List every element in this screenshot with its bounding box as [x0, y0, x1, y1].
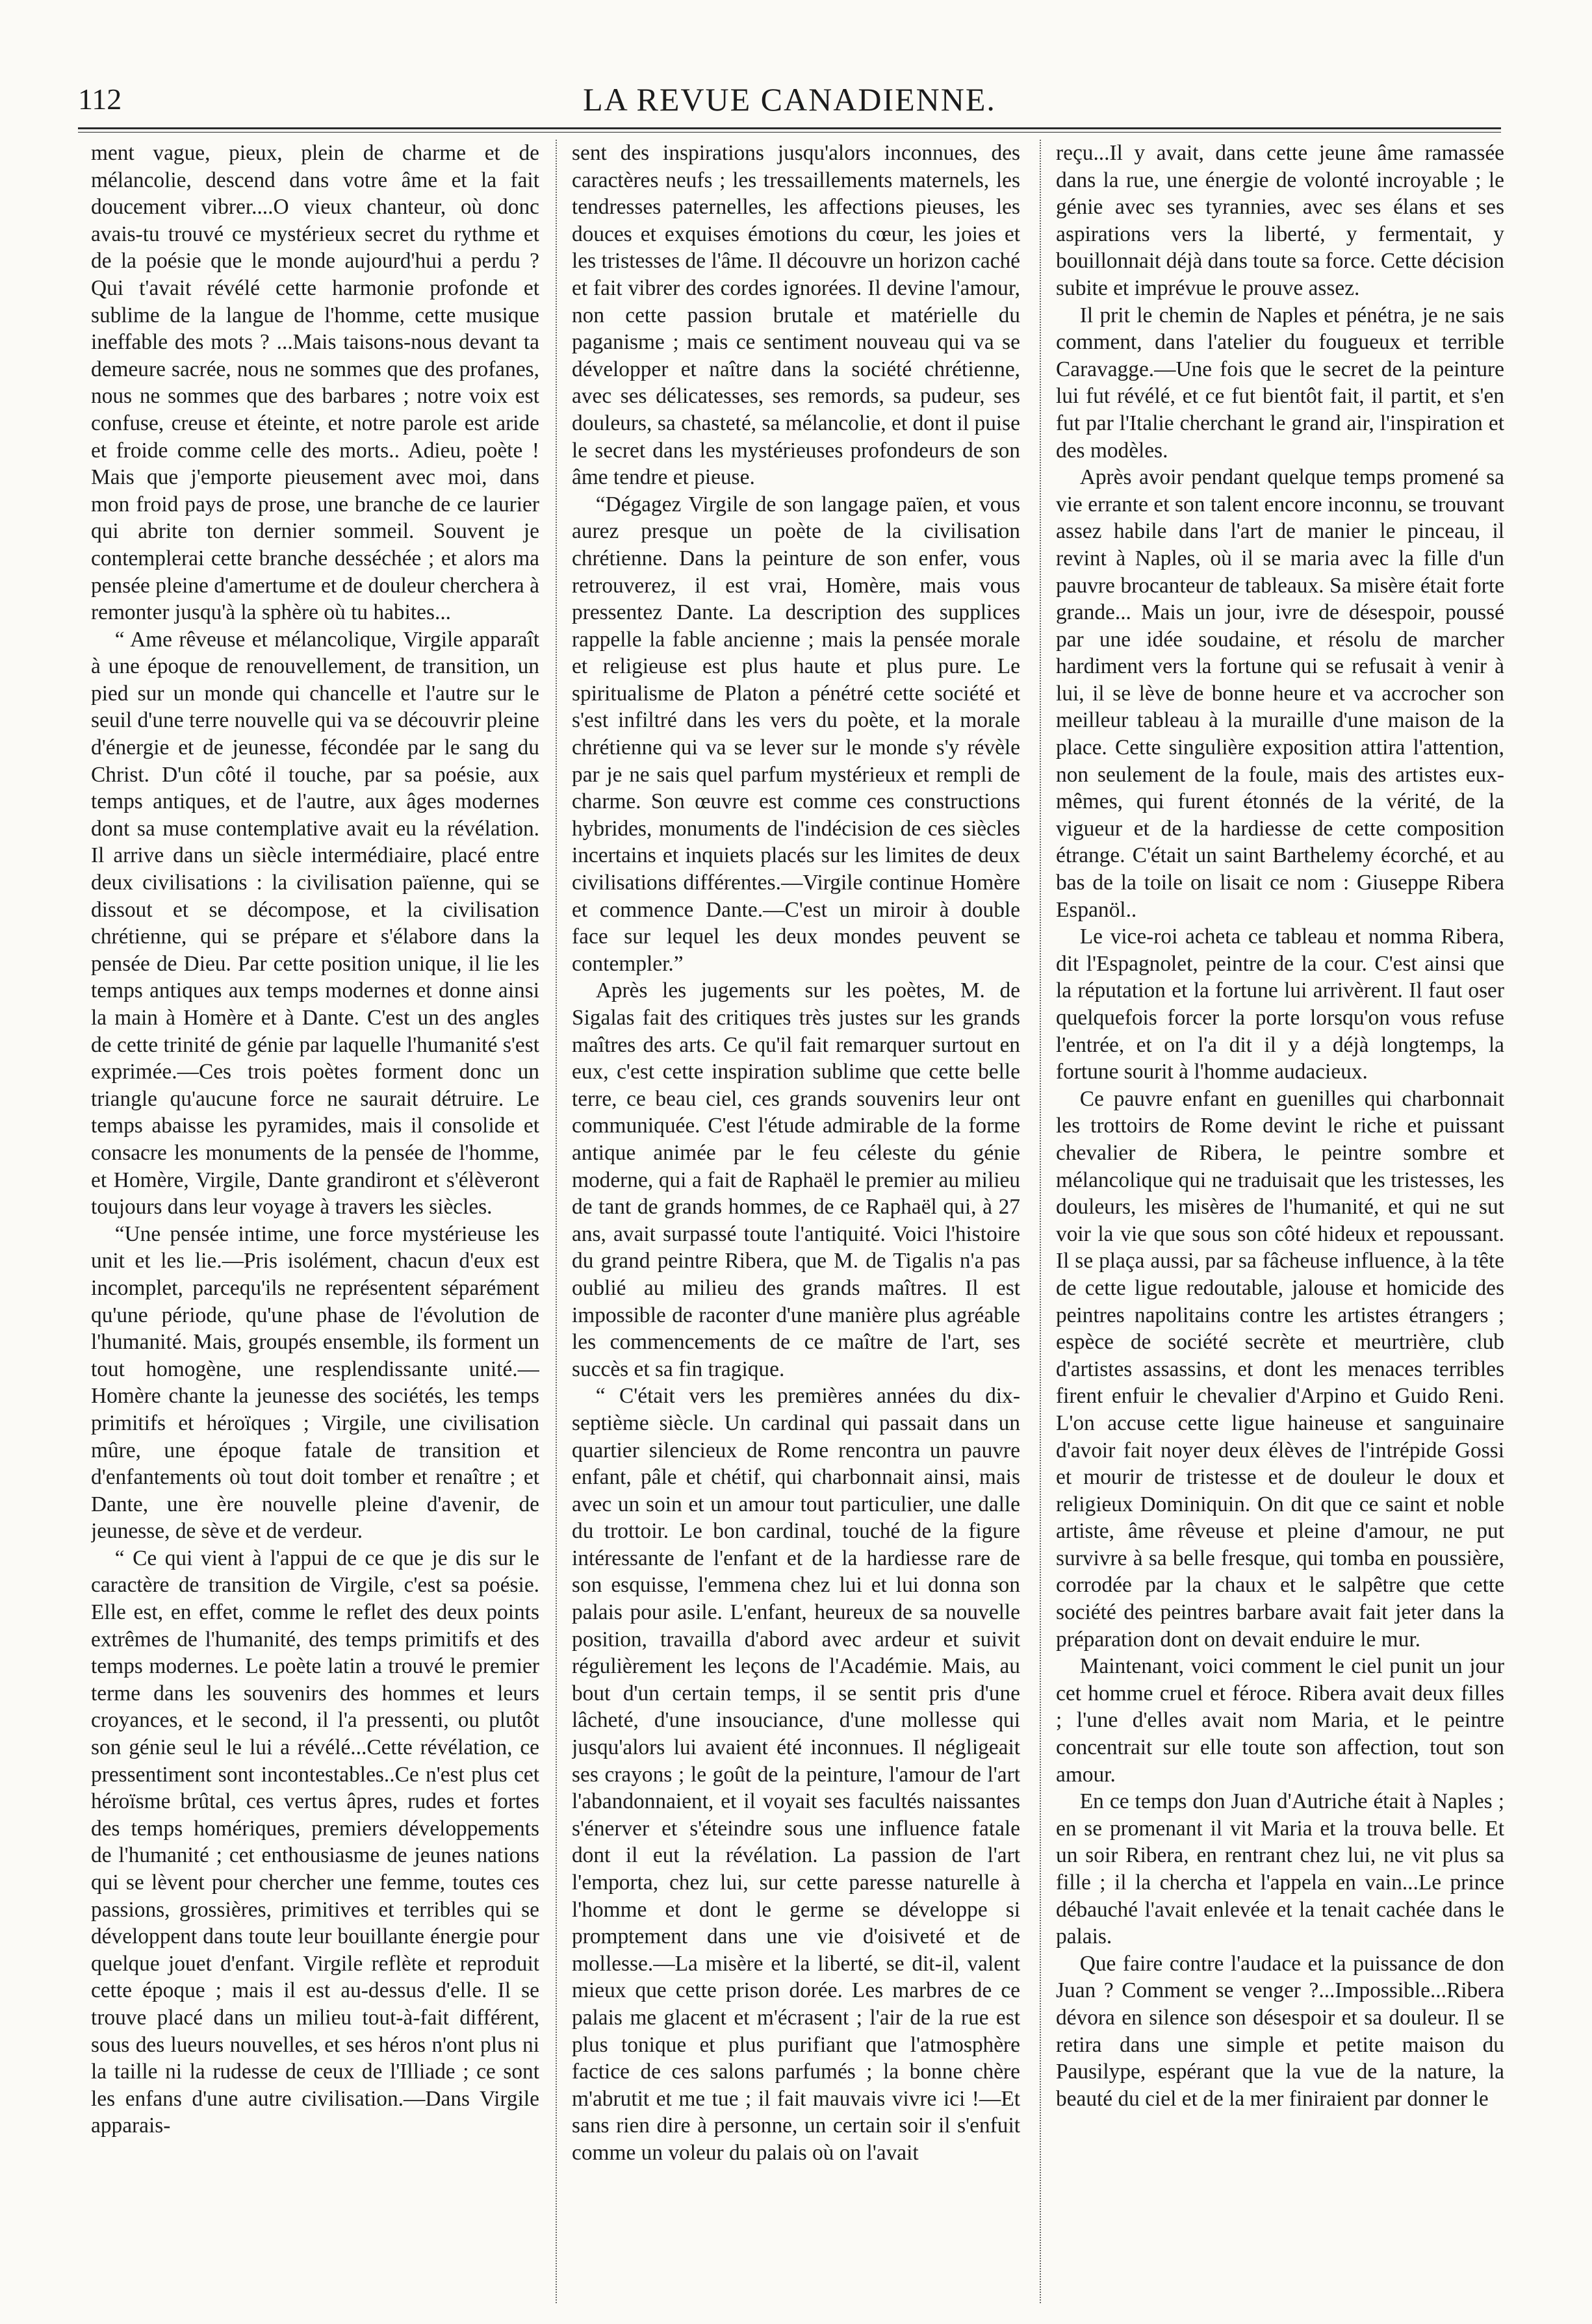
paragraph: “Une pensée intime, une force mystérieuse les unit et les lie.—Pris isolément, chacun d'eux est incomplet, parcequ'ils ne représentent séparément qu'une période, qu'une phase de l'évolution de l'humanité. Mais, groupés ensemble, ils forment un tout homogène, une resplendissante unité.—Homère chante la jeunesse des sociétés, les temps primitifs et héroïques ; Virgile, une civilisation mûre, une époque fatale de transition et d'enfantements où tout doit tomber et renaître ; et Dante, une ère nouvelle pleine d'avenir, de jeunesse, de sève et de verdeur. — [91, 1221, 539, 1544]
page-header — [78, 77, 1501, 122]
column-separator — [1040, 140, 1041, 2303]
paragraph: Le vice-roi acheta ce tableau et nomma Ribera, dit l'Espagnolet, peintre de la cour. C'est ainsi que la réputation et la fortune lui arrivèrent. Il faut oser quelquefois forcer la porte lorsqu'on vous refuse l'entrée, et on l'a dit il y a déjà longtemps, la fortune sourit à l'homme audacieux. — [1056, 925, 1504, 1084]
text-column-3 — [1056, 140, 1504, 2310]
running-title: LA REVUE CANADIENNE. — [583, 81, 996, 118]
paragraph: En ce temps don Juan d'Autriche était à Naples ; en se promenant il vit Maria et la trouva belle. Et un soir Ribera, en rentrant chez lui, ne vit plus sa fille ; il la chercha et l'appela en vain...Le prince débauché l'avait enlevée et la tenait cachée dans le palais. — [1056, 1789, 1504, 1949]
paragraph: Ce pauvre enfant en guenilles qui charbonnait les trottoirs de Rome devint le riche et puissant chevalier de Ribera, le peintre sombre et mélancolique qui ne traduisait que les tristesses, les douleurs, les misères de l'humanité, et qui ne sut voir la vie que sous son côté hideux et repoussant. Il se plaça aussi, par sa fâcheuse influence, à la tête de cette ligue redoutable, jalouse et homicide des peintres napolitains contre les artistes étrangers ; espèce de société secrète et meurtrière, club d'artistes assassins, et dont les menaces terribles firent enfuir le chevalier d'Arpino et Guido Reni. L'on accuse cette ligue haineuse et sanguinaire d'avoir fait noyer deux élèves de l'intrépide Gossi et mourir de tristesse et de douleur le doux et religieux Dominiquin. On dit que ce saint et noble artiste, âme rêveuse et pleine d'amour, ne put survivre à sa belle fresque, qui tomba en poussière, corrodée par la chaux et le salpêtre que cette société des peintres barbare avait fait jeter dans la préparation dont on devait enduire le mur. — [1056, 1086, 1504, 1652]
paragraph: Que faire contre l'audace et la puissance de don Juan ? Comment se venger ?...Impossible...Ribera dévora en silence son désespoir et sa douleur. Il se retira dans une simple et petite maison du Pausilype, espérant que la vue de la nature, la beauté du ciel et de la mer finiraient par donner le — [1056, 1951, 1504, 2111]
paragraph: “ C'était vers les premières années du dix-septième siècle. Un cardinal qui passait dans un quartier silencieux de Rome rencontra un pauvre enfant, pâle et chétif, qui charbonnait ainsi, mais avec un soin et un amour tout particulier, une dalle du trottoir. Le bon cardinal, touché de la figure intéressante de l'enfant et de la hardiesse rare de son esquisse, l'emmena chez lui et lui donna son palais pour asile. L'enfant, heureux de sa nouvelle position, travailla d'abord avec ardeur et suivit régulièrement les leçons de l'Académie. Mais, au bout d'un certain temps, il se sentit pris d'une lâcheté, d'une insouciance, d'une mollesse qui jusqu'alors lui avaient été inconnues. Il négligeait ses crayons ; le goût de la peinture, l'amour de l'art l'abandonnaient, et il voyait ses facultés naissantes s'énerver et s'éteindre sous une influence fatale dont il eut la révélation. La passion de l'art l'emporta, chez lui, sur cette paresse naturelle à l'homme et dont le germe se développe si promptement dans une vie d'oisiveté et de mollesse.—La misère et la liberté, se dit-il, valent mieux que cette prison dorée. Les marbres de ce palais me glacent et m'écrasent ; l'air de la rue est plus tonique et plus purifiant que l'atmosphère factice de ces salons parfumés ; la bonne chère m'abrutit et me tue ; il fait mauvais vivre ici !—Et sans rien dire à personne, un certain soir il s'enfuit comme un voleur du palais où on l'avait — [572, 1384, 1020, 2165]
column-separator — [556, 140, 557, 2303]
paragraph: Après avoir pendant quelque temps promené sa vie errante et son talent encore inconnu, se trouvant assez habile dans l'art de manier le pinceau, il revint à Naples, où il se maria avec la fille d'un pauvre brocanteur de tableaux. Sa misère était forte grande... Mais un jour, ivre de désespoir, poussé par une idée soudaine, et résolu de marcher hardiment vers la fortune qui se refusait à venir à lui, il se lève de bonne heure et va accrocher son meilleur tableau à la muraille d'une maison de la place. Cette singulière exposition attira l'attention, non seulement de la foule, mais des artistes eux-mêmes, qui furent étonnés de la vérité, de la vigueur et de la hardiesse de cette composition étrange. C'était un saint Barthelemy écorché, et au bas de la toile on lisait ce nom : Giuseppe Ribera Espanöl.. — [1056, 465, 1504, 922]
paragraph: sent des inspirations jusqu'alors inconnues, des caractères neufs ; les tressaillements maternels, les tendresses paternelles, les affections pieuses, les douces et exquises émotions du cœur, les joies et les tristesses de l'âme. Il découvre un horizon caché et fait vibrer des cordes ignorées. Il devine l'amour, non cette passion brutale et matérielle du paganisme ; mais ce sentiment nouveau qui va se développer et naître dans la société chrétienne, avec ses délicatesses, ses remords, sa pudeur, ses douleurs, sa chasteté, sa mélancolie, et dont il puise le secret dans les mystérieuses profondeurs de son âme tendre et pieuse. — [572, 141, 1020, 490]
header-rule — [78, 127, 1501, 133]
page-number: 112 — [78, 83, 122, 116]
paragraph: Après les jugements sur les poètes, M. de Sigalas fait des critiques très justes sur les grands maîtres des arts. Ce qu'il fait remarquer surtout en eux, c'est cette inspiration sublime que cette belle terre, ce beau ciel, ces grands souvenirs leur ont communiquée. C'est l'étude admirable de la forme antique animée par le feu céleste du génie moderne, qui a fait de Raphaël le premier au milieu de tant de grands hommes, de ce Raphaël qui, à 27 ans, avait surpassé toute l'antiquité. Voici l'histoire du grand peintre Ribera, que M. de Tigalis n'a pas oublié au milieu des grands maîtres. Il est impossible de raconter d'une manière plus agréable les commencements de ce maître de l'art, ses succès et sa fin tragique. — [572, 978, 1020, 1381]
paragraph: Maintenant, voici comment le ciel punit un jour cet homme cruel et féroce. Ribera avait deux filles ; l'une d'elles avait nom Maria, et le peintre concentrait sur elle toute son affection, tout son amour. — [1056, 1654, 1504, 1787]
paragraph: Il prit le chemin de Naples et pénétra, je ne sais comment, dans l'atelier du fougueux et terrible Caravagge.—Une fois que le secret de la peinture lui fut révélé, et ce fut bientôt fait, il partit, et s'en fut par l'Italie cherchant le grand air, l'inspiration et des modèles. — [1056, 303, 1504, 463]
text-column-2 — [572, 140, 1020, 2310]
paragraph: reçu...Il y avait, dans cette jeune âme ramassée dans la rue, une énergie de volonté incroyable ; le génie avec ses tyrannies, avec ses élans et ses aspirations vers la liberté, y fermentait, y bouillonnait déjà dans toute sa force. Cette décision subite et imprévue le prouve assez. — [1056, 141, 1504, 300]
paragraph: “Dégagez Virgile de son langage païen, et vous aurez presque un poète de la civilisation chrétienne. Dans la peinture de son enfer, vous retrouverez, il est vrai, Homère, mais vous pressentez Dante. La description des supplices rappelle la fable ancienne ; mais la pensée morale et religieuse est plus haute et plus pure. Le spiritualisme de Platon a pénétré cette société et s'est infiltré dans les vers du poète, et la morale chrétienne qui va se lever sur le monde s'y révèle par je ne sais quel parfum mystérieux et rempli de charme. Son œuvre est comme ces constructions hybrides, monuments de l'indécision de ces siècles incertains et inquiets placés sur les limites de deux civilisations différentes.—Virgile continue Homère et commence Dante.—C'est un miroir à double face sur lequel les deux mondes peuvent se contempler.” — [572, 492, 1020, 976]
paragraph: ment vague, pieux, plein de charme et de mélancolie, descend dans votre âme et la fait doucement vibrer....O vieux chanteur, où donc avais-tu trouvé ce mystérieux secret du rythme et de la poésie que le monde aujourd'hui a perdu ? Qui t'avait révélé cette harmonie profonde et sublime de la langue de l'homme, cette musique ineffable des mots ? ...Mais taisons-nous devant ta demeure sacrée, nous ne sommes que des profanes, nous ne sommes que des barbares ; notre voix est confuse, creuse et éteinte, et notre parole est aride et froide comme celle des morts.. Adieu, poète ! Mais que j'emporte pieusement avec moi, dans mon froid pays de prose, une branche de ce laurier qui abrite ton dernier sommeil. Souvent je contemplerai cette branche desséchée ; et alors ma pensée pleine d'amertume et de douleur cherchera à remonter jusqu'à la sphère où tu habites... — [91, 141, 539, 625]
paragraph: “ Ce qui vient à l'appui de ce que je dis sur le caractère de transition de Virgile, c'est sa poésie. Elle est, en effet, comme le reflet des deux points extrêmes de l'humanité, des temps primitifs et des temps modernes. Le poète latin a trouvé le premier terme dans les souvenirs des hommes et leurs croyances, et le second, il l'a pressenti, ou plutôt son génie seul le lui a révélé...Cette révélation, ce pressentiment sont incontestables..Ce n'est plus cet héroïsme brûtal, ces vertus âpres, rudes et fortes des temps homériques, premiers développements de l'humanité ; cet enthousiasme de jeunes nations qui se lèvent pour chercher une femme, toutes ces passions, grossières, primitives et terribles qui se développent dans toute leur bouillante énergie pour quelque jouet d'enfant. Virgile reflète et reproduit cette époque ; mais il est au-dessus d'elle. Il se trouve placé dans un milieu tout-à-fait différent, sous des lueurs nouvelles, et ses héros n'ont plus ni la taille ni la rudesse de ceux de l'Illiade ; ce sont les enfans d'une autre civilisation.—Dans Virgile apparais- — [91, 1546, 539, 2138]
text-column-1 — [91, 140, 539, 2310]
paragraph: “ Ame rêveuse et mélancolique, Virgile apparaît à une époque de renouvellement, de transition, un pied sur un monde qui chancelle et l'autre sur le seuil d'une terre nouvelle qui va se découvrir pleine d'énergie et de jeunesse, fécondée par le sang du Christ. D'un côté il touche, par sa poésie, aux temps antiques, et de l'autre, aux âges modernes dont sa muse contemplative avait eu la révélation. Il arrive dans un siècle intermédiaire, placé entre deux civilisations : la civilisation païenne, qui se dissout et se décompose, et la civilisation chrétienne, qui se prépare et s'élabore dans la pensée de Dieu. Par cette position unique, il lie les temps antiques aux temps modernes et donne ainsi la main à Homère et à Dante. C'est un des angles de cette trinité de génie par laquelle l'humanité s'est exprimée.—Ces trois poètes forment donc un triangle qu'aucune force ne saurait détruire. Le temps abaisse les pyramides, mais il consolide et consacre les monuments de la pensée de l'homme, et Homère, Virgile, Dante grandiront et s'élèveront toujours dans leur voyage à travers les siècles. — [91, 627, 539, 1219]
